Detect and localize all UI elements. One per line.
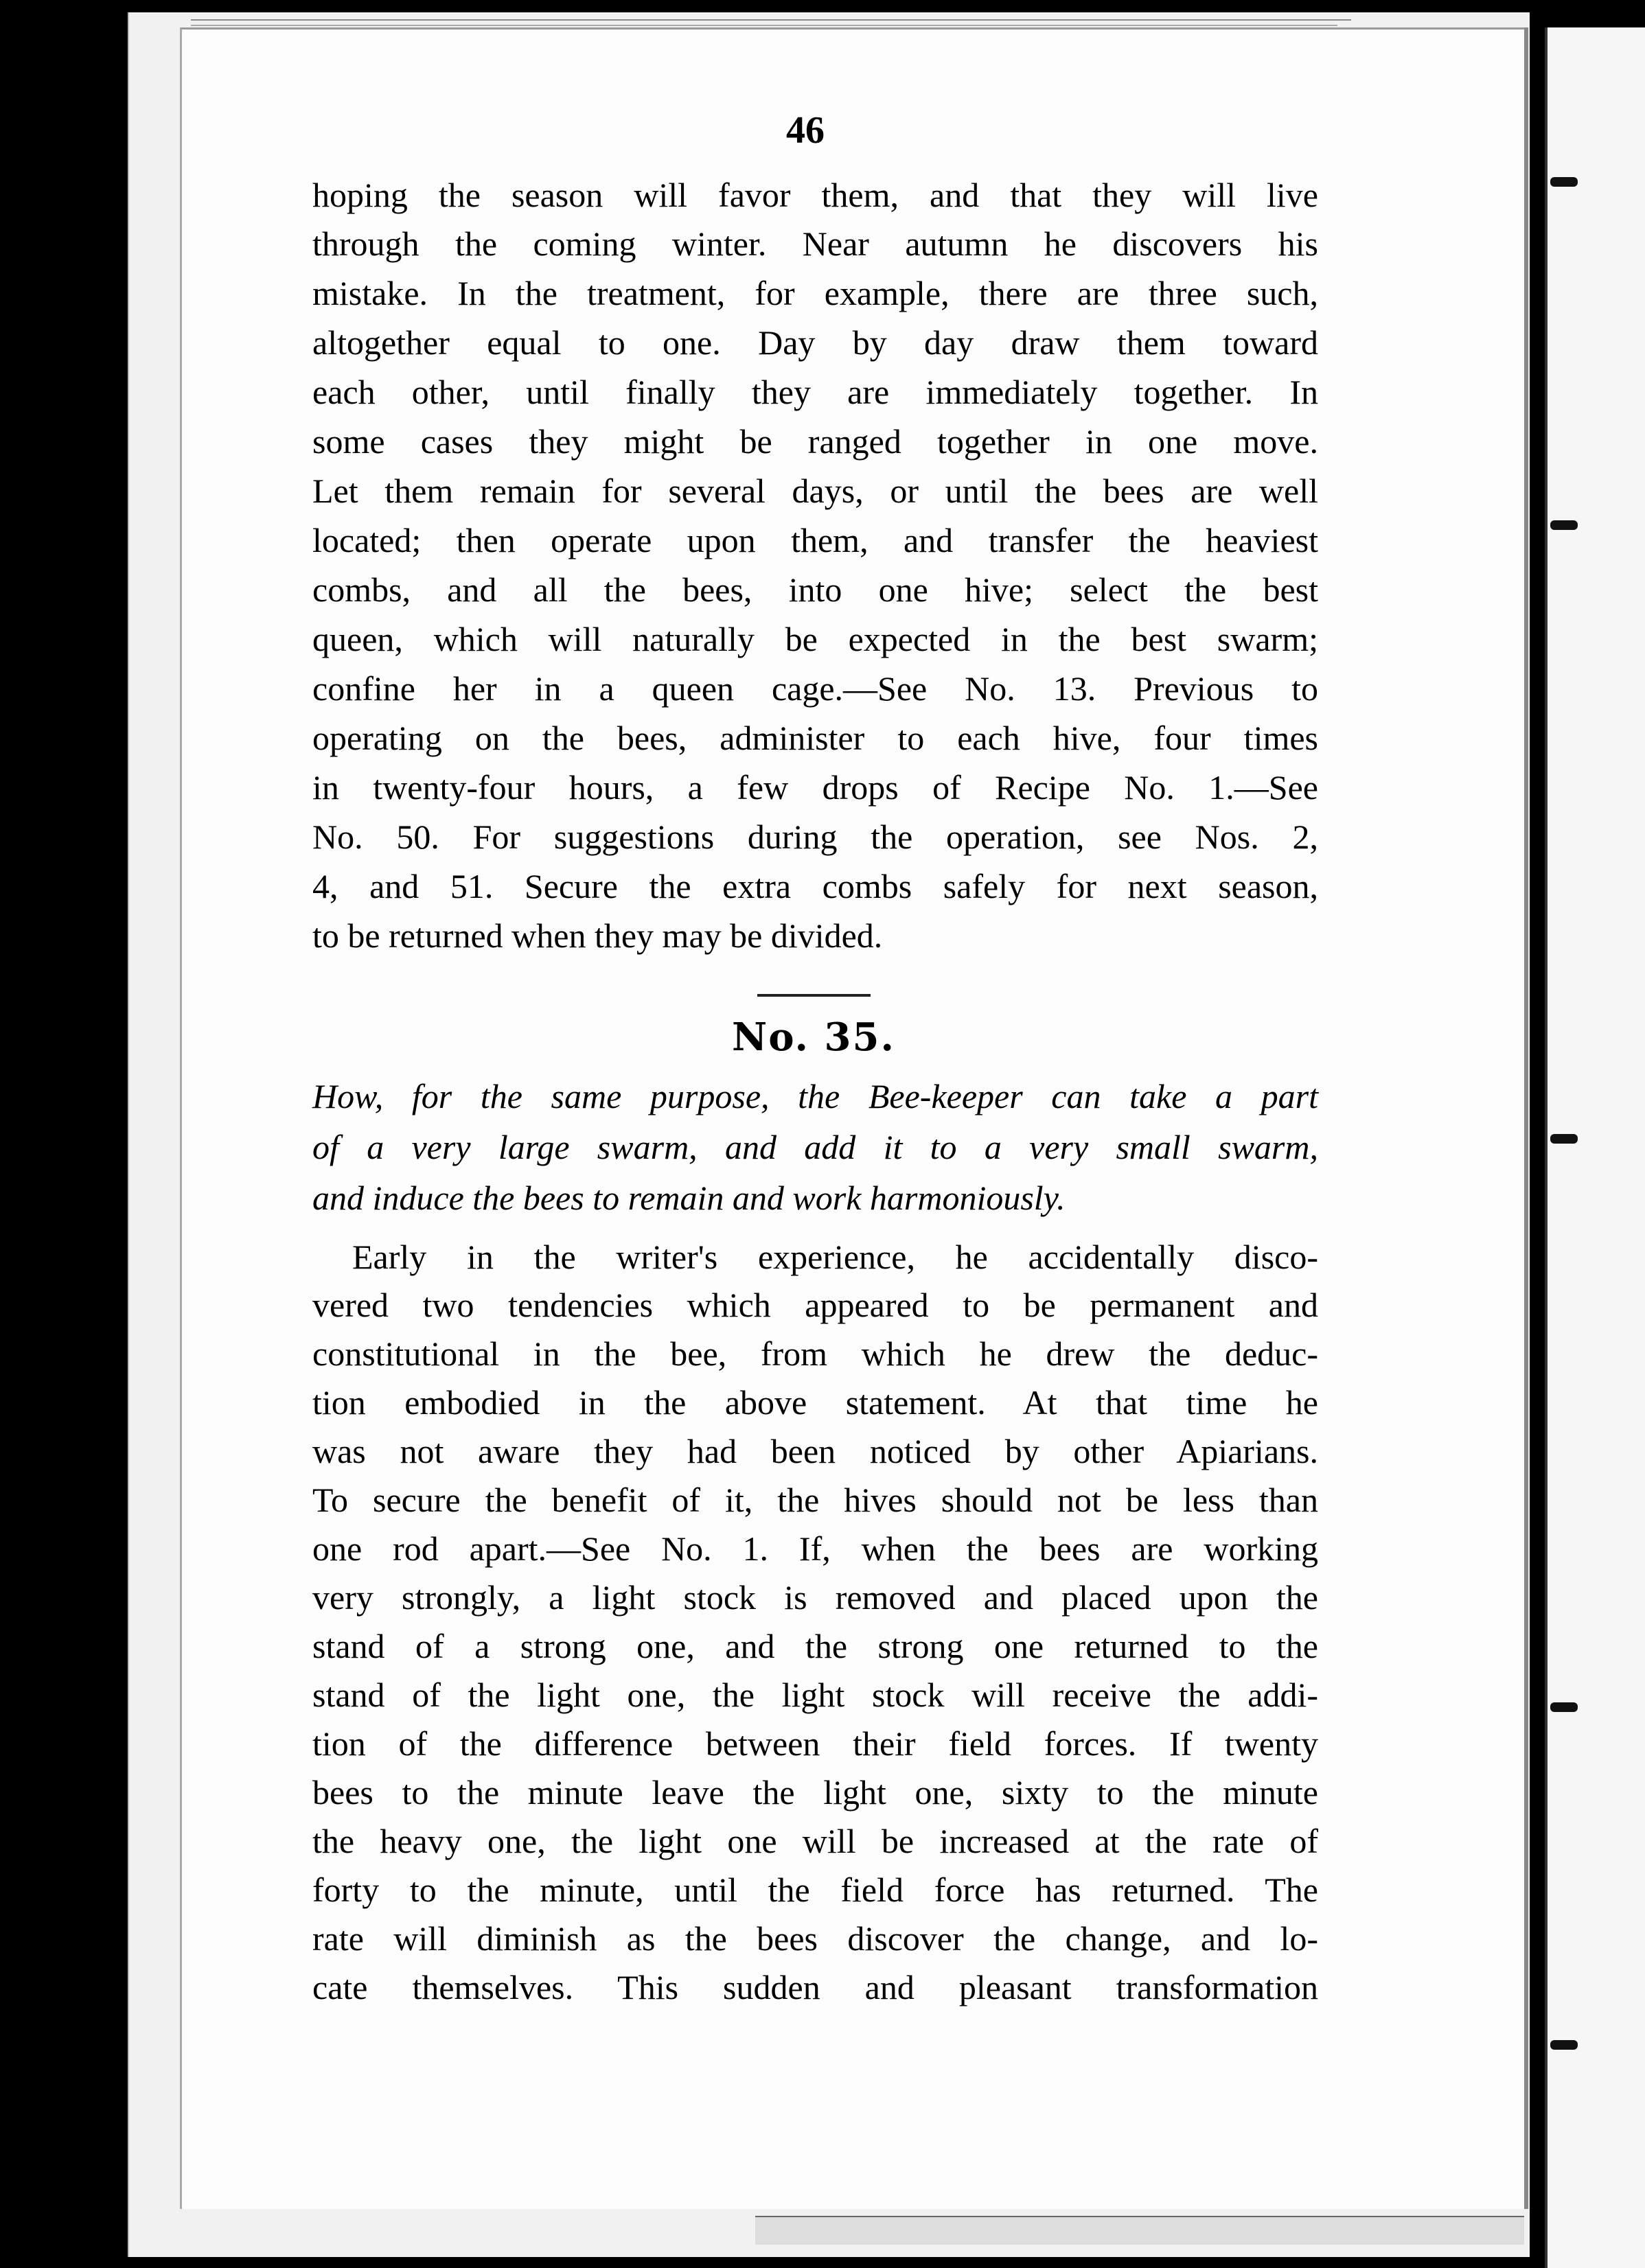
text-line: the heavy one, the light one will be increased at the rate of — [312, 1822, 1318, 1860]
text-line: tion of the difference between their field forces. If twenty — [312, 1724, 1318, 1763]
text-line: tion embodied in the above statement. At that time he — [312, 1383, 1318, 1422]
text-line: very strongly, a light stock is removed and placed upon the — [312, 1578, 1318, 1617]
binding-thread — [1550, 177, 1578, 187]
binding-thread — [1550, 520, 1578, 530]
subtitle-line: of a very large swarm, and add it to a very small swarm, — [312, 1128, 1318, 1166]
text-line: mistake. In the treatment, for example, there are three such, — [312, 274, 1318, 312]
text-line: operating on the bees, administer to each hive, four times — [312, 719, 1318, 757]
text-line: forty to the minute, until the field force has returned. The — [312, 1871, 1318, 1909]
text-line: No. 50. For suggestions during the operation, see Nos. 2, — [312, 818, 1318, 856]
text-line: was not aware they had been noticed by other Apiarians. — [312, 1432, 1318, 1470]
text-line: 4, and 51. Secure the extra combs safely for next season, — [312, 867, 1318, 905]
page-edge-rule — [191, 19, 1351, 21]
text-line: confine her in a queen cage.—See No. 13. Previous to — [312, 669, 1318, 708]
text-line: to be returned when they may be divided. — [312, 916, 883, 955]
binding-thread — [1550, 1134, 1578, 1144]
text-line: constitutional in the bee, from which he drew the deduc- — [312, 1334, 1318, 1373]
text-line: bees to the minute leave the light one, sixty to the minute — [312, 1773, 1318, 1812]
text-line: Let them remain for several days, or until the bees are well — [312, 472, 1318, 510]
page-edge-rule — [191, 25, 1337, 26]
binding-thread — [1550, 1702, 1578, 1712]
section-divider — [757, 994, 871, 997]
binding-thread — [1550, 2040, 1578, 2050]
text-line: Early in the writer's experience, he accidentally disco- — [352, 1238, 1318, 1276]
text-line: through the coming winter. Near autumn he discovers his — [312, 224, 1318, 263]
page-number: 46 — [786, 109, 825, 152]
text-line: cate themselves. This sudden and pleasant transformation — [312, 1968, 1318, 2006]
page-bottom-edge — [755, 2216, 1524, 2245]
text-line: stand of the light one, the light stock will receive the addi- — [312, 1676, 1318, 1714]
text-line: some cases they might be ranged together in one move. — [312, 422, 1318, 461]
text-line: combs, and all the bees, into one hive; select the best — [312, 570, 1318, 609]
text-line: in twenty-four hours, a few drops of Recipe No. 1.—See — [312, 768, 1318, 807]
text-line: To secure the benefit of it, the hives should not be less than — [312, 1481, 1318, 1519]
subtitle-line: How, for the same purpose, the Bee-keeper can take a part — [312, 1077, 1318, 1115]
adjacent-page-edge — [1545, 27, 1645, 2268]
text-line: one rod apart.—See No. 1. If, when the bees are working — [312, 1529, 1318, 1568]
text-line: vered two tendencies which appeared to be permanent and — [312, 1286, 1318, 1324]
text-line: stand of a strong one, and the strong one returned to the — [312, 1627, 1318, 1665]
subtitle-line: and induce the bees to remain and work harmoniously. — [312, 1179, 1066, 1217]
text-line: rate will diminish as the bees discover the change, and lo- — [312, 1919, 1318, 1958]
text-line: each other, until finally they are immediately together. In — [312, 373, 1318, 411]
text-line: hoping the season will favor them, and that they will live — [312, 176, 1318, 214]
text-line: altogether equal to one. Day by day draw them toward — [312, 323, 1318, 362]
section-heading: No. 35. — [732, 1015, 895, 1060]
text-line: queen, which will naturally be expected in the best swarm; — [312, 620, 1318, 658]
text-line: located; then operate upon them, and transfer the heaviest — [312, 521, 1318, 559]
